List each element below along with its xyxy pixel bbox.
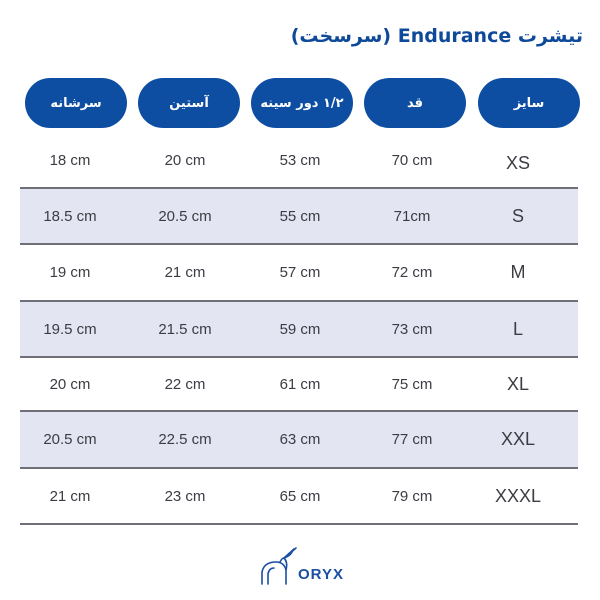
table-row: [20, 187, 578, 245]
header-half-chest: ۱/۲ دور سینه: [251, 78, 353, 128]
cell-sleeve: 22.5 cm: [158, 431, 212, 448]
cell-shoulder: 19 cm: [49, 264, 91, 281]
cell-length: 72 cm: [391, 264, 433, 281]
cell-sleeve: 21.5 cm: [158, 320, 212, 338]
header-shoulder: سرشانه: [25, 78, 127, 128]
cell-sleeve: 22 cm: [164, 375, 206, 393]
cell-sleeve: 23 cm: [164, 487, 206, 505]
cell-sleeve: 20 cm: [164, 151, 206, 169]
cell-length: 73 cm: [391, 320, 433, 338]
cell-size: L: [512, 318, 523, 339]
cell-half-chest: 53 cm: [279, 151, 321, 169]
table-row: [20, 358, 578, 410]
cell-half-chest: 55 cm: [279, 207, 321, 225]
cell-length: 71cm: [393, 207, 431, 225]
table-header: [0, 78, 600, 128]
cell-size: XS: [505, 152, 530, 173]
cell-sleeve: 21 cm: [164, 264, 206, 281]
header-sleeve: آستین: [138, 78, 240, 128]
cell-shoulder: 18 cm: [49, 151, 91, 169]
header-length: قد: [364, 78, 466, 128]
cell-size: XXL: [500, 429, 536, 449]
header-size: سایز: [478, 78, 580, 128]
cell-size: M: [510, 262, 526, 282]
cell-length: 75 cm: [391, 375, 433, 393]
table-row: [20, 133, 578, 187]
cell-shoulder: 21 cm: [49, 487, 91, 505]
cell-half-chest: 57 cm: [279, 264, 321, 281]
cell-shoulder: 18.5 cm: [43, 207, 97, 225]
cell-size: XXXL: [494, 485, 542, 506]
cell-half-chest: 59 cm: [279, 320, 321, 338]
logo-text: ORYX: [298, 566, 344, 583]
page-title: تیشرت Endurance (سرسخت): [290, 25, 583, 47]
cell-half-chest: 61 cm: [279, 375, 321, 393]
cell-length: 77 cm: [391, 431, 433, 448]
table-row: [20, 245, 578, 300]
cell-length: 79 cm: [391, 487, 433, 505]
table-row: [20, 410, 578, 469]
cell-shoulder: 19.5 cm: [43, 320, 97, 338]
table-row: [20, 469, 578, 525]
table-row: [20, 300, 578, 358]
cell-size: XL: [506, 373, 530, 394]
cell-size: S: [511, 205, 524, 226]
cell-half-chest: 65 cm: [279, 487, 321, 505]
size-table: [20, 133, 578, 525]
cell-sleeve: 20.5 cm: [158, 207, 212, 225]
cell-shoulder: 20 cm: [49, 375, 91, 393]
cell-shoulder: 20.5 cm: [43, 431, 97, 448]
cell-length: 70 cm: [391, 151, 433, 169]
cell-half-chest: 63 cm: [279, 431, 321, 448]
